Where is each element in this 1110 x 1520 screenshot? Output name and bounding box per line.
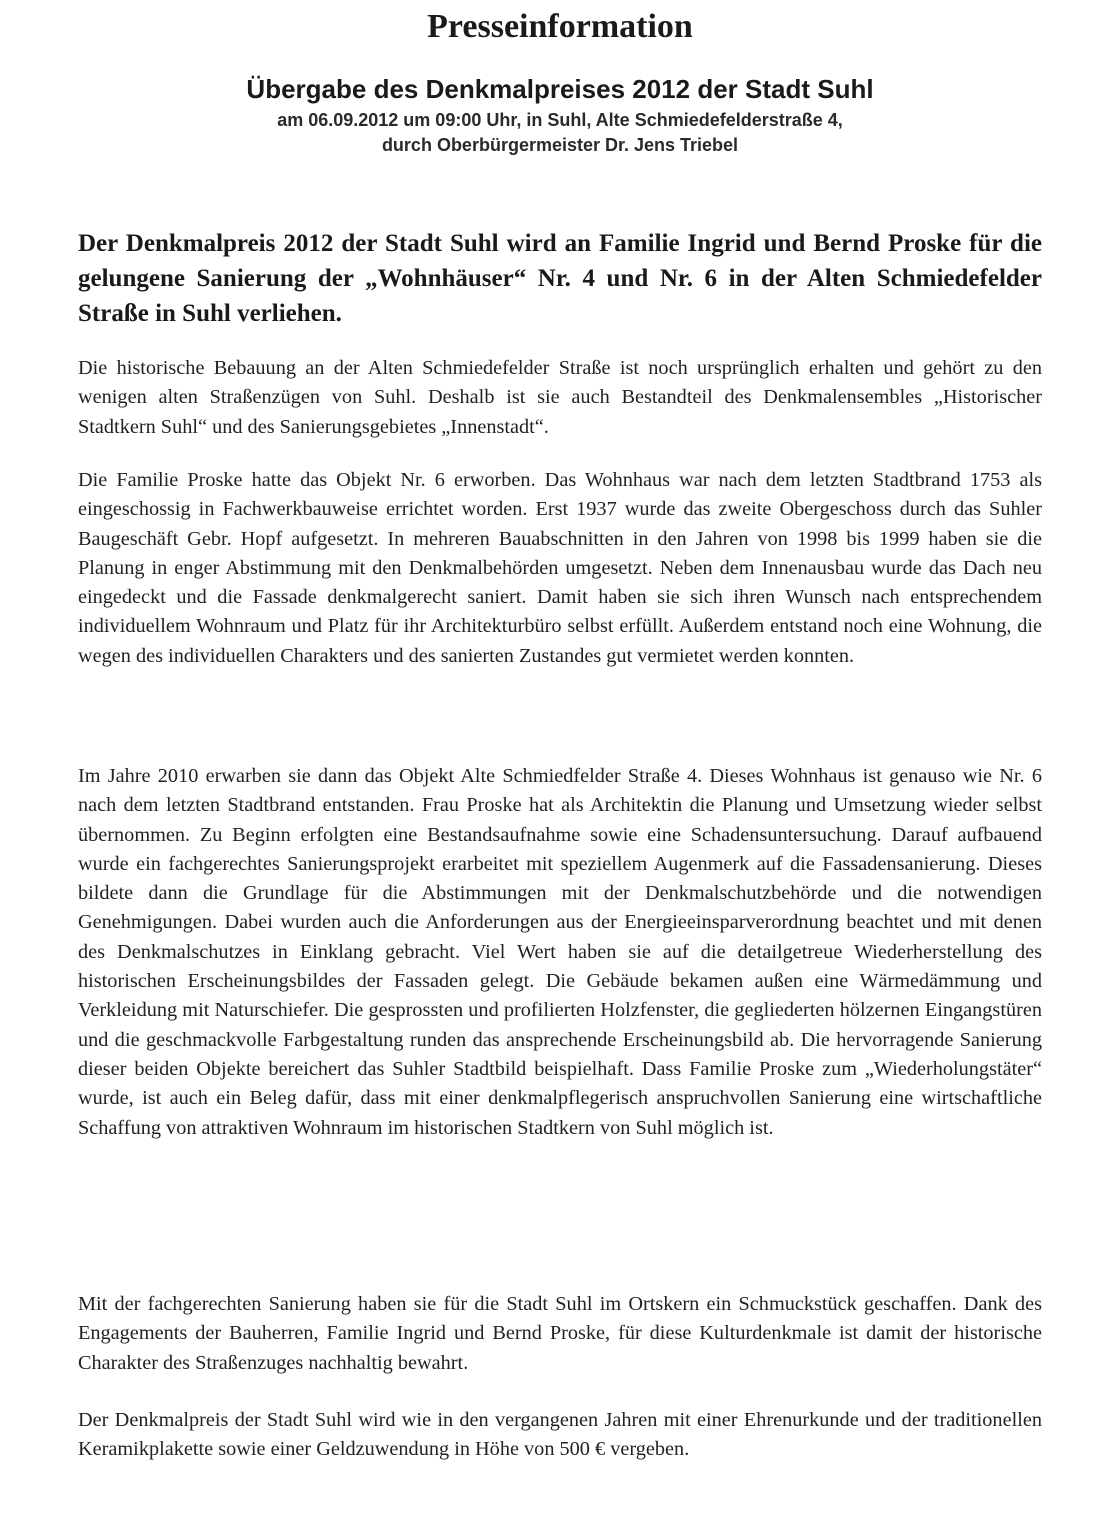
- event-title: Übergabe des Denkmalpreises 2012 der Stadt Suhl: [246, 74, 874, 104]
- body-paragraph: Im Jahre 2010 erwarben sie dann das Objekt Alte Schmiedfelder Straße 4. Dieses Wohnhaus ist genauso wie Nr. 6 nach dem letzten Stadtbrand entstanden. Frau Proske hat als Architektin die Planung und Umsetzung wieder selbst übernommen. Zu Beginn erfolgten eine Bestandsaufnahme sowie eine Schadensuntersuchung. Darauf aufbauend wurde ein fachgerechtes Sanierungsprojekt erarbeitet mit speziellem Augenmerk auf die Fassadensanierung. Dieses bildete dann die Grundlage für die Abstimmungen mit der Denkmalschutzbehörde und die notwendigen Genehmigungen. Dabei wurden auch die Anforderungen aus der Energieeinsparverordnung beachtet und mit denen des Denkmalschutzes in Einklang gebracht. Viel Wert haben sie auf die detailgetreue Wiederherstellung des historischen Erscheinungsbildes der Fassaden gelegt. Die Gebäude bekamen außen eine Wärmedämmung und Verkleidung mit Naturschiefer. Die gesprossten und profilierten Holzfenster, die gegliederten hölzernen Eingangstüren und die geschmackvolle Farbgestaltung runden das ansprechende Erscheinungsbild ab. Die hervorragende Sanierung dieser beiden Objekte bereichert das Suhler Stadtbild beispielhaft. Dass Familie Proske zum „Wiederholungstäter“ wurde, ist auch ein Beleg dafür, dass mit einer denkmalpflegerisch anspruchvollen Sanierung eine wirtschaftliche Schaffung von attraktiven Wohnraum im historischen Stadtkern von Suhl möglich ist.: [78, 765, 1042, 1139]
- event-presenter: durch Oberbürgermeister Dr. Jens Triebel: [381, 135, 739, 155]
- document-title: Presseinformation: [427, 8, 693, 45]
- event-date-location: am 06.09.2012 um 09:00 Uhr, in Suhl, Alte Schmiedefelderstraße 4,: [277, 110, 843, 130]
- body-paragraph: Mit der fachgerechten Sanierung haben sie für die Stadt Suhl im Ortskern ein Schmuckstück geschaffen. Dank des Engagements der Bauherren, Familie Ingrid und Bernd Proske, für diese Kulturdenkmale ist damit der historische Charakter des Straßenzuges nachhaltig bewahrt.: [78, 1293, 1042, 1374]
- lead-paragraph: Der Denkmalpreis 2012 der Stadt Suhl wird an Familie Ingrid und Bernd Proske für die gelungene Sanierung der „Wohnhäuser“ Nr. 4 und Nr. 6 in der Alten Schmiedefelder Straße in Suhl verliehen.: [78, 230, 1042, 327]
- body-paragraph: Die historische Bebauung an der Alten Schmiedefelder Straße ist noch ursprünglich erhalten und gehört zu den wenigen alten Straßenzügen von Suhl. Deshalb ist sie auch Bestandteil des Denkmalensembles „Historischer Stadtkern Suhl“ und des Sanierungsgebietes „Innenstadt“.: [78, 357, 1042, 438]
- event-meta: [0, 108, 1110, 158]
- body-paragraph: Der Denkmalpreis der Stadt Suhl wird wie in den vergangenen Jahren mit einer Ehrenurkunde und der traditionellen Keramikplakette sowie einer Geldzuwendung in Höhe von 500 € vergeben.: [78, 1409, 1042, 1461]
- body-paragraph: Die Familie Proske hatte das Objekt Nr. 6 erworben. Das Wohnhaus war nach dem letzten Stadtbrand 1753 als eingeschossig in Fachwerkbauweise errichtet worden. Erst 1937 wurde das zweite Obergeschoss durch das Suhler Baugeschäft Gebr. Hopf aufgesetzt. In mehreren Bauabschnitten in den Jahren von 1998 bis 1999 haben sie die Planung in enger Abstimmung mit den Denkmalbehörden umgesetzt. Neben dem Innenausbau wurde das Dach neu eingedeckt und die Fassade denkmalgerecht saniert. Damit haben sie sich ihren Wunsch nach entsprechendem individuellem Wohnraum und Platz für ihr Architekturbüro selbst erfüllt. Außerdem entstand noch eine Wohnung, die wegen des individuellen Charakters und des sanierten Zustandes gut vermietet werden konnten.: [78, 469, 1042, 667]
